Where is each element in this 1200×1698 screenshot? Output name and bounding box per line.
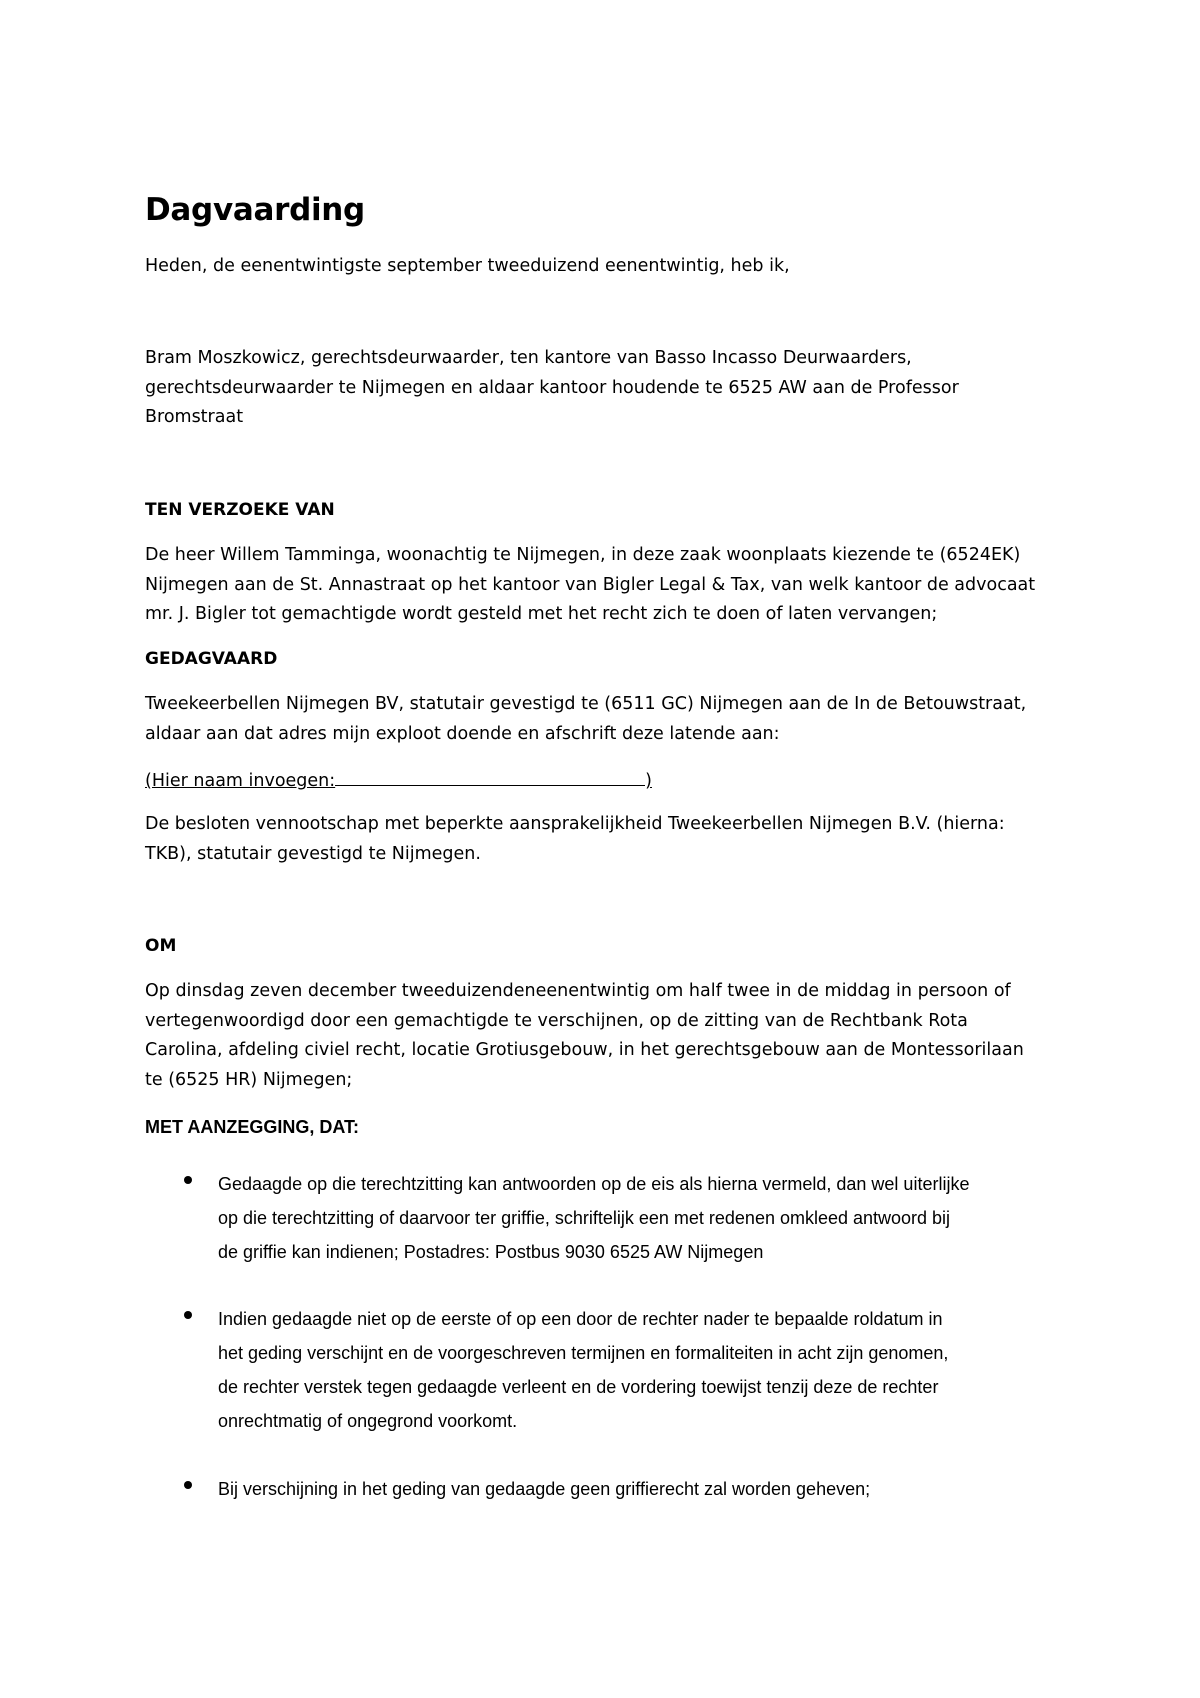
bullet-line: Gedaagde op die terechtzitting kan antwoorden op de eis als hierna vermeld, dan wel uiterlijke	[218, 1174, 970, 1194]
bullet-text	[218, 1167, 1080, 1269]
placeholder-close: )	[645, 771, 652, 791]
summoned-line: Tweekeerbellen Nijmegen BV, statutair gevestigd te (6511 GC) Nijmegen aan de In de Betouwstraat,	[145, 694, 1027, 714]
bullet-line: op die terechtzitting of daarvoor ter griffie, schriftelijk een met redenen omkleed antwoord bij	[218, 1208, 951, 1228]
company-paragraph	[145, 810, 1065, 869]
bailiff-paragraph	[145, 344, 1065, 433]
bullet-line: Indien gedaagde niet op de eerste of op een door de rechter nader te bepaalde roldatum in	[218, 1309, 943, 1329]
bullet-icon	[184, 1176, 192, 1184]
om-line: te (6525 HR) Nijmegen;	[145, 1069, 353, 1090]
bullet-icon	[184, 1481, 192, 1489]
summoned-paragraph	[145, 690, 1065, 749]
request-paragraph	[145, 541, 1065, 630]
bullet-line: Bij verschijning in het geding van gedaagde geen griffierecht zal worden geheven;	[218, 1479, 871, 1499]
company-line: De besloten vennootschap met beperkte aansprakelijkheid Tweekeerbellen Nijmegen B.V. (hierna:	[145, 814, 1005, 834]
intro-line: Heden, de eenentwintigste september tweeduizend eenentwintig, heb ik,	[145, 256, 790, 276]
summoned-heading: GEDAGVAARD	[145, 649, 278, 669]
request-line: De heer Willem Tamminga, woonachtig te Nijmegen, in deze zaak woonplaats kiezende te (6524EK)	[145, 545, 1021, 565]
request-line: mr. J. Bigler tot gemachtigde wordt gesteld met het recht zich te doen of laten vervangen;	[145, 604, 938, 624]
om-heading: OM	[145, 936, 177, 956]
bailiff-line: Bram Moszkowicz, gerechtsdeurwaarder, ten kantore van Basso Incasso Deurwaarders,	[145, 348, 912, 368]
request-line: Nijmegen aan de St. Annastraat op het kantoor van Bigler Legal & Tax, van welk kantoor de advocaat	[145, 574, 1036, 595]
bullet-text	[218, 1472, 1080, 1506]
summoned-line: aldaar aan dat adres mijn exploot doende en afschrift deze latende aan:	[145, 723, 780, 744]
notice-heading: MET AANZEGGING, DAT:	[145, 1117, 359, 1137]
document-title: Dagvaarding	[145, 192, 365, 228]
request-heading: TEN VERZOEKE VAN	[145, 500, 335, 520]
bullet-line: de griffie kan indienen; Postadres: Postbus 9030 6525 AW Nijmegen	[218, 1242, 764, 1262]
bullet-text	[218, 1302, 1080, 1438]
placeholder-label: (Hier naam invoegen:	[145, 771, 336, 791]
company-line: TKB), statutair gevestigd te Nijmegen.	[145, 843, 481, 864]
name-placeholder[interactable]	[145, 767, 652, 796]
bailiff-line: gerechtsdeurwaarder te Nijmegen en aldaar kantoor houdende te 6525 AW aan de Professor	[145, 377, 959, 398]
placeholder-blank[interactable]	[335, 769, 645, 786]
bailiff-line: Bromstraat	[145, 407, 244, 427]
om-paragraph	[145, 977, 1065, 1095]
om-line: Op dinsdag zeven december tweeduizendeneenentwintig om half twee in de middag in persoon of	[145, 981, 1011, 1001]
om-line: Carolina, afdeling civiel recht, locatie Grotiusgebouw, in het gerechtsgebouw aan de Montessorilaan	[145, 1040, 1024, 1060]
bullet-icon	[184, 1311, 192, 1319]
bullet-line: het geding verschijnt en de voorgeschreven termijnen en formaliteiten in acht zijn genomen,	[218, 1343, 949, 1363]
bullet-line: de rechter verstek tegen gedaagde verleent en de vordering toewijst tenzij deze de rechter	[218, 1377, 939, 1397]
bullet-line: onrechtmatig of ongegrond voorkomt.	[218, 1411, 518, 1431]
om-line: vertegenwoordigd door een gemachtigde te verschijnen, op de zitting van de Rechtbank Rota	[145, 1010, 968, 1031]
